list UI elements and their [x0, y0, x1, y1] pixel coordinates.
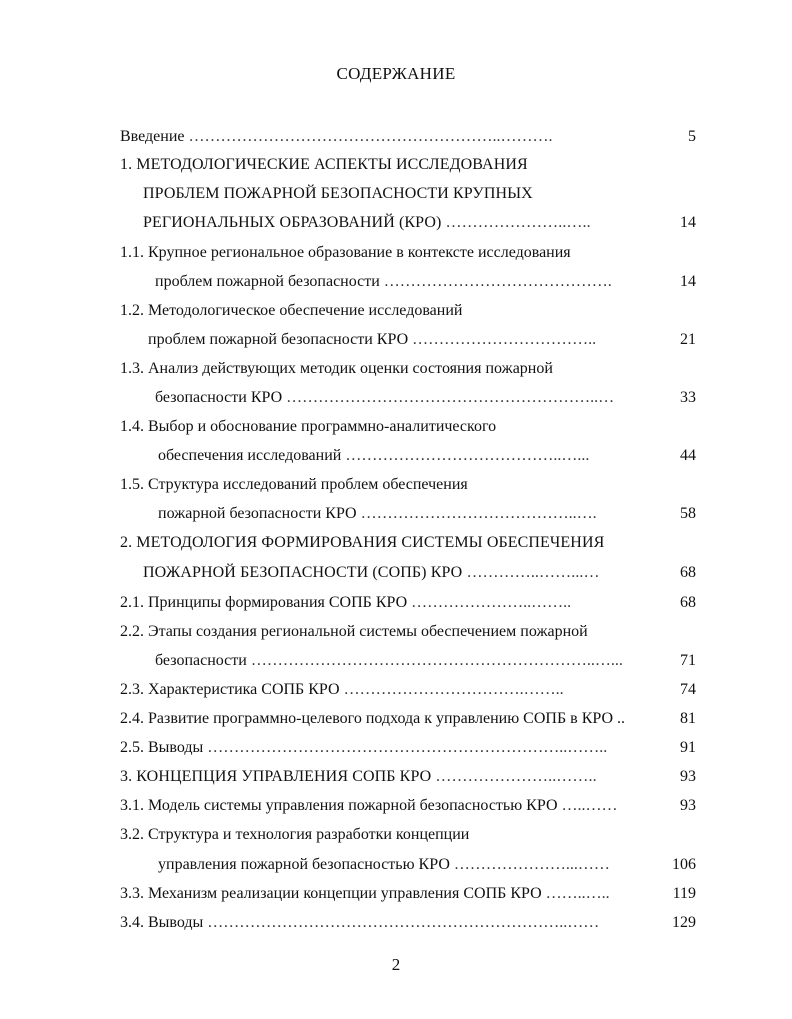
- toc-section-2-3: [120, 678, 564, 702]
- toc-entry-text: ПОЖАРНОЙ БЕЗОПАСНОСТИ (СОПБ) КРО: [143, 564, 463, 581]
- toc-page-number: 68: [680, 594, 696, 611]
- toc-page-number: 68: [680, 564, 696, 581]
- toc-section-3-2-cont: [158, 853, 610, 877]
- toc-leader-dots: …………………………………..….: [360, 505, 597, 522]
- toc-entry-text: 2.3. Характеристика СОПБ КРО: [120, 681, 340, 698]
- toc-entry-text: обеспечения исследований: [158, 447, 342, 464]
- toc-section-3-4: [120, 911, 599, 935]
- toc-page-number: 14: [680, 214, 696, 231]
- toc-chapter-1-heading-cont: ПРОБЛЕМ ПОЖАРНОЙ БЕЗОПАСНОСТИ КРУПНЫХ: [143, 185, 533, 202]
- toc-leader-dots: …………………………………………………………..……: [207, 914, 600, 931]
- toc-section-3-2: 3.2. Структура и технология разработки концепции: [120, 826, 470, 843]
- toc-entry-text: безопасности КРО: [155, 389, 283, 406]
- toc-section-1-1-cont: [155, 270, 612, 294]
- toc-page-number: 44: [680, 447, 696, 464]
- toc-section-1-2-cont: [148, 328, 596, 352]
- toc-leader-dots: …………………………………………………..……….: [188, 128, 553, 145]
- toc-section-1-4: 1.4. Выбор и обоснование программно-аналитического: [120, 418, 497, 435]
- toc-section-3-1: [120, 794, 618, 818]
- toc-leader-dots: …………..……...…: [466, 564, 600, 581]
- toc-leader-dots: …………………………………………………..…: [286, 389, 615, 406]
- toc-leader-dots: …..……: [561, 797, 618, 814]
- toc-page-number: 119: [672, 885, 696, 902]
- toc-section-3-3: [120, 882, 610, 906]
- toc-chapter-2-heading-end: [143, 561, 600, 585]
- toc-leader-dots: …………………………….……..: [343, 681, 564, 698]
- toc-page-number: 106: [672, 856, 696, 873]
- toc-entry-text: РЕГИОНАЛЬНЫХ ОБРАЗОВАНИЙ (КРО): [143, 214, 442, 231]
- toc-section-2-1: [120, 591, 571, 615]
- toc-page-number: 33: [680, 389, 696, 406]
- toc-section-1-3-cont: [155, 386, 614, 410]
- toc-chapter-3-heading: [120, 765, 597, 789]
- toc-page-number: 91: [680, 739, 696, 756]
- toc-section-1-2: 1.2. Методологическое обеспечение исследований: [120, 302, 463, 319]
- toc-entry-text: пожарной безопасности КРО: [158, 505, 357, 522]
- toc-title: СОДЕРЖАНИЕ: [336, 64, 456, 83]
- toc-page-number: 71: [680, 652, 696, 669]
- toc-section-2-2-cont: [155, 649, 623, 673]
- toc-page-number: 58: [680, 505, 696, 522]
- toc-page-number: 74: [680, 681, 696, 698]
- toc-leader-dots: …………………………………..…...: [345, 447, 590, 464]
- toc-entry-text: 3. КОНЦЕПЦИЯ УПРАВЛЕНИЯ СОПБ КРО: [120, 768, 432, 785]
- toc-chapter-1-heading-end: [143, 211, 591, 235]
- toc-entry-text: 2.1. Принципы формирования СОПБ КРО: [120, 594, 408, 611]
- toc-section-1-5: 1.5. Структура исследований проблем обеспечения: [120, 476, 468, 493]
- toc-leader-dots: …………………...……: [453, 856, 610, 873]
- toc-entry-text: управления пожарной безопасностью КРО: [158, 856, 450, 873]
- toc-page-number: 93: [680, 797, 696, 814]
- toc-entry-introduction: [120, 125, 553, 149]
- toc-entry-text: 3.1. Модель системы управления пожарной безопасностью КРО: [120, 797, 558, 814]
- toc-entry-text: Введение: [120, 128, 185, 145]
- toc-leader-dots: …………………..……..: [435, 768, 597, 785]
- toc-entry-text: проблем пожарной безопасности: [155, 273, 380, 290]
- toc-page-number: 81: [680, 710, 696, 727]
- toc-page-number: 93: [680, 768, 696, 785]
- toc-chapter-1-heading: 1. МЕТОДОЛОГИЧЕСКИЕ АСПЕКТЫ ИССЛЕДОВАНИЯ: [120, 156, 528, 173]
- toc-page-number: 14: [680, 273, 696, 290]
- page-number: 2: [391, 955, 401, 974]
- toc-chapter-2-heading: 2. МЕТОДОЛОГИЯ ФОРМИРОВАНИЯ СИСТЕМЫ ОБЕСПЕЧЕНИЯ: [120, 534, 605, 551]
- toc-leader-dots: …………………………………….: [383, 273, 612, 290]
- toc-entry-text: безопасности: [155, 652, 247, 669]
- toc-section-1-5-cont: [158, 502, 597, 526]
- toc-entry-text: 2.5. Выводы: [120, 739, 204, 756]
- toc-leader-dots: ……..…..: [545, 885, 610, 902]
- toc-entry-text: проблем пожарной безопасности КРО: [148, 331, 409, 348]
- toc-section-2-5: [120, 736, 607, 760]
- toc-leader-dots: ………………………………………………………..…...: [250, 652, 623, 669]
- toc-section-2-2: 2.2. Этапы создания региональной системы обеспечением пожарной: [120, 623, 588, 640]
- toc-page-number: 21: [680, 331, 696, 348]
- toc-section-1-3: 1.3. Анализ действующих методик оценки состояния пожарной: [120, 360, 553, 377]
- toc-leader-dots: …………………..…..: [445, 214, 591, 231]
- toc-leader-dots: …………………..……..: [411, 594, 572, 611]
- toc-leader-dots: ……………………………..: [412, 331, 597, 348]
- toc-entry-text: 3.3. Механизм реализации концепции управления СОПБ КРО: [120, 885, 542, 902]
- toc-page-number: 129: [672, 914, 696, 931]
- toc-page-number: 5: [688, 128, 696, 145]
- toc-section-2-4: 2.4. Развитие программно-целевого подхода к управлению СОПБ в КРО ..: [120, 710, 626, 727]
- toc-leader-dots: …………………………………………………………..……..: [207, 739, 608, 756]
- toc-entry-text: 3.4. Выводы: [120, 914, 204, 931]
- toc-section-1-1: 1.1. Крупное региональное образование в контексте исследования: [120, 244, 571, 261]
- toc-section-1-4-cont: [158, 444, 589, 468]
